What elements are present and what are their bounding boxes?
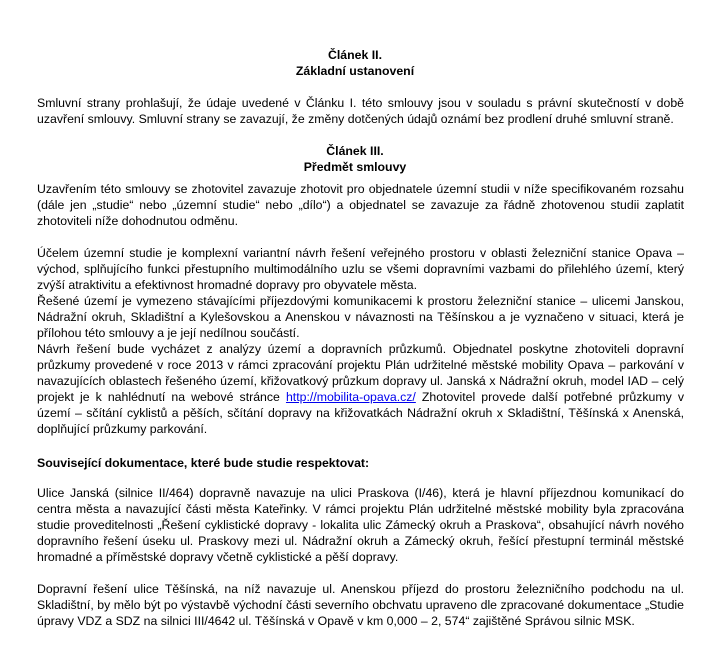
article-3-paragraph-4	[37, 341, 684, 437]
article-2-subtitle: Základní ustanovení	[295, 64, 415, 78]
related-paragraph-2: Dopravní řešení ulice Těšínská, na níž navazuje ul. Anenskou příjezd do prostoru železničního podchodu na ul. Skladištní, by mělo být po výstavbě východní části severního obchvatu upraveno dle zpracované dokumentace „Studie úpravy VDZ a SDZ na silnici III/4642 ul. Těšínská v Opavě v km 0,000 – 2, 574“ zajištěné Správou silnic MSK.	[37, 582, 684, 628]
article-2-text: Smluvní strany prohlašují, že údaje uvedené v Článku I. této smlouvy jsou v souladu s právní skutečností v době uzavření smlouvy. Smluvní strany se zavazují, že změny dotčených údajů oznámí bez prodlení druhé smluvní straně.	[37, 96, 684, 126]
mobility-website-link[interactable]: http://mobilita-opava.cz/	[285, 390, 416, 404]
article-3-paragraph-2: Účelem územní studie je komplexní variantní návrh řešení veřejného prostoru v oblasti železniční stanice Opava – východ, splňujícího funkci přestupního multimodálního uzlu se všemi dopravními vazbami do přilehlého území, který zvýší atraktivitu a efektivnost hromadné dopravy pro obyvatele města.	[37, 246, 684, 292]
article-3-subtitle: Předmět smlouvy	[303, 160, 407, 174]
related-documentation-heading: Související dokumentace, které bude studie respektovat:	[37, 456, 370, 470]
related-paragraph-1: Ulice Janská (silnice II/464) dopravně navazuje na ulici Praskova (I/46), která je hlavní příjezdnou komunikací do centra města a navazující části města Kateřinky. V rámci projektu Plán udržitelné městské mobility byla zpracována studie proveditelnosti „Řešení cyklistické dopravy - lokalita ulic Zámecký okruh a Praskova“, obsahující návrh nového dopravního řešení úseku ul. Praskovy mezi ul. Nádražní okruh a Zámecký okruh, řešící přestupní terminál městské hromadné a příměstské dopravy včetně cyklistické a pěší dopravy.	[37, 486, 684, 564]
article-2-title: Článek II.	[328, 48, 382, 62]
article-3-paragraph-3: Řešené území je vymezeno stávajícími příjezdovými komunikacemi k prostoru železniční stanice – ulicemi Janskou, Nádražní okruh, Skladištní a Kylešovskou a Anenskou v návaznosti na Těšínskou a je vyznačeno v situaci, která je přílohou této smlouvy a je její nedílnou součástí.	[37, 294, 684, 340]
paragraph-4-continuation: Zhotovitel provede další potřebné průzkumy v území – sčítání cyklistů a pěších, sčítání dopravy na křižovatkách Nádražní okruh x Skladištní, Těšínská x Anenská, doplňující průzkumy parkování.	[37, 390, 684, 436]
paragraph-4-text: Návrh řešení bude vycházet z analýzy území a dopravních průzkumů. Objednatel poskytne zhotoviteli dopravní průzkumy provedené v roce 2013 v rámci zpracování projektu Plán udržitelné městské mobility Opava – parkování v navazujících oblastech řešeného území, křižovatkový průzkum dopravy ul. Janská x Nádražní okruh, model IAD – celý projekt je k nahlédnutí na webové stránce	[37, 342, 684, 404]
article-3-paragraph-1: Uzavřením této smlouvy se zhotovitel zavazuje zhotovit pro objednatele územní studii v níže specifikovaném rozsahu (dále jen „studie“ nebo „územní studie“ nebo „dílo“) a objednatel se zavazuje za řádně zhotovenou studii zaplatit zhotoviteli níže dohodnutou odměnu.	[37, 182, 684, 228]
article-3-title: Článek III.	[326, 144, 384, 158]
